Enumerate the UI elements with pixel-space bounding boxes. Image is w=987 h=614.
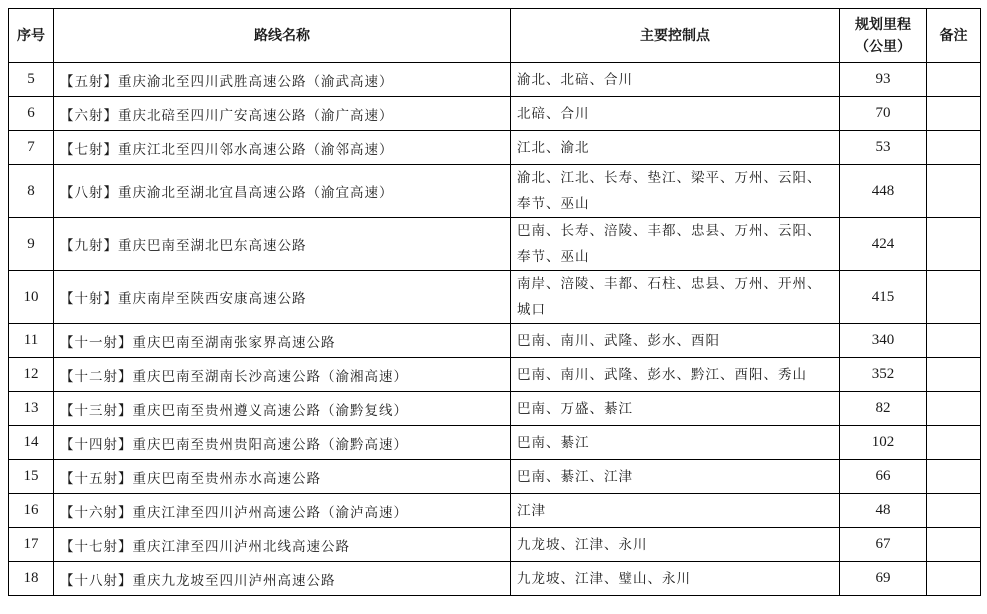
table-row xyxy=(9,218,981,271)
row-number: 7 xyxy=(9,131,54,165)
remark xyxy=(927,271,981,324)
route-name: 【七射】重庆江北至四川邻水高速公路（渝邻高速） xyxy=(54,131,511,165)
route-name: 【十七射】重庆江津至四川泸州北线高速公路 xyxy=(54,528,511,562)
row-number: 6 xyxy=(9,97,54,131)
route-name: 【九射】重庆巴南至湖北巴东高速公路 xyxy=(54,218,511,271)
remark xyxy=(927,63,981,97)
planned-length: 70 xyxy=(840,97,927,131)
row-number: 12 xyxy=(9,358,54,392)
route-name: 【十四射】重庆巴南至贵州贵阳高速公路（渝黔高速） xyxy=(54,426,511,460)
row-number: 15 xyxy=(9,460,54,494)
route-name: 【八射】重庆渝北至湖北宜昌高速公路（渝宜高速） xyxy=(54,165,511,218)
header-control-points: 主要控制点 xyxy=(511,9,840,63)
control-points: 渝北、北碚、合川 xyxy=(511,63,840,97)
row-number: 8 xyxy=(9,165,54,218)
control-points: 九龙坡、江津、永川 xyxy=(511,528,840,562)
row-number: 10 xyxy=(9,271,54,324)
row-number: 18 xyxy=(9,562,54,596)
row-number: 5 xyxy=(9,63,54,97)
table-row xyxy=(9,494,981,528)
remark xyxy=(927,528,981,562)
control-points: 江津 xyxy=(511,494,840,528)
planned-length: 424 xyxy=(840,218,927,271)
route-name: 【十六射】重庆江津至四川泸州高速公路（渝泸高速） xyxy=(54,494,511,528)
route-name: 【十二射】重庆巴南至湖南长沙高速公路（渝湘高速） xyxy=(54,358,511,392)
row-number: 9 xyxy=(9,218,54,271)
control-points: 渝北、江北、长寿、垫江、梁平、万州、云阳、奉节、巫山 xyxy=(511,165,840,218)
control-points: 九龙坡、江津、璧山、永川 xyxy=(511,562,840,596)
header-remark: 备注 xyxy=(927,9,981,63)
planned-length: 69 xyxy=(840,562,927,596)
planned-length: 48 xyxy=(840,494,927,528)
route-name: 【十三射】重庆巴南至贵州遵义高速公路（渝黔复线） xyxy=(54,392,511,426)
table-row xyxy=(9,426,981,460)
remark xyxy=(927,324,981,358)
remark xyxy=(927,392,981,426)
row-number: 17 xyxy=(9,528,54,562)
planned-length: 415 xyxy=(840,271,927,324)
route-name: 【十八射】重庆九龙坡至四川泸州高速公路 xyxy=(54,562,511,596)
remark xyxy=(927,358,981,392)
header-planned-length xyxy=(840,9,927,63)
planned-length: 66 xyxy=(840,460,927,494)
row-number: 14 xyxy=(9,426,54,460)
control-points: 巴南、长寿、涪陵、丰都、忠县、万州、云阳、奉节、巫山 xyxy=(511,218,840,271)
remark xyxy=(927,460,981,494)
planned-length: 93 xyxy=(840,63,927,97)
control-points: 巴南、南川、武隆、彭水、酉阳 xyxy=(511,324,840,358)
control-points: 江北、渝北 xyxy=(511,131,840,165)
table-row xyxy=(9,97,981,131)
table-row xyxy=(9,460,981,494)
route-name: 【五射】重庆渝北至四川武胜高速公路（渝武高速） xyxy=(54,63,511,97)
planned-length: 448 xyxy=(840,165,927,218)
row-number: 11 xyxy=(9,324,54,358)
remark xyxy=(927,97,981,131)
remark xyxy=(927,165,981,218)
planned-length: 82 xyxy=(840,392,927,426)
table-row xyxy=(9,392,981,426)
header-row xyxy=(9,9,981,63)
table-row xyxy=(9,528,981,562)
control-points: 南岸、涪陵、丰都、石柱、忠县、万州、开州、城口 xyxy=(511,271,840,324)
route-name: 【十射】重庆南岸至陕西安康高速公路 xyxy=(54,271,511,324)
header-length-line1: 规划里程 xyxy=(855,16,911,33)
remark xyxy=(927,562,981,596)
table-row xyxy=(9,131,981,165)
table-row xyxy=(9,63,981,97)
planned-length: 53 xyxy=(840,131,927,165)
highway-route-table xyxy=(8,8,981,596)
remark xyxy=(927,426,981,460)
table-row xyxy=(9,358,981,392)
route-name: 【十五射】重庆巴南至贵州赤水高速公路 xyxy=(54,460,511,494)
row-number: 16 xyxy=(9,494,54,528)
remark xyxy=(927,218,981,271)
planned-length: 67 xyxy=(840,528,927,562)
route-name: 【六射】重庆北碚至四川广安高速公路（渝广高速） xyxy=(54,97,511,131)
remark xyxy=(927,131,981,165)
remark xyxy=(927,494,981,528)
header-length-line2: （公里） xyxy=(855,38,911,55)
table-row xyxy=(9,165,981,218)
planned-length: 352 xyxy=(840,358,927,392)
control-points: 巴南、南川、武隆、彭水、黔江、酉阳、秀山 xyxy=(511,358,840,392)
control-points: 巴南、綦江、江津 xyxy=(511,460,840,494)
header-route-name: 路线名称 xyxy=(54,9,511,63)
control-points: 巴南、万盛、綦江 xyxy=(511,392,840,426)
row-number: 13 xyxy=(9,392,54,426)
route-name: 【十一射】重庆巴南至湖南张家界高速公路 xyxy=(54,324,511,358)
control-points: 巴南、綦江 xyxy=(511,426,840,460)
planned-length: 340 xyxy=(840,324,927,358)
table-row xyxy=(9,562,981,596)
table-row xyxy=(9,271,981,324)
header-no: 序号 xyxy=(9,9,54,63)
table-row xyxy=(9,324,981,358)
control-points: 北碚、合川 xyxy=(511,97,840,131)
planned-length: 102 xyxy=(840,426,927,460)
